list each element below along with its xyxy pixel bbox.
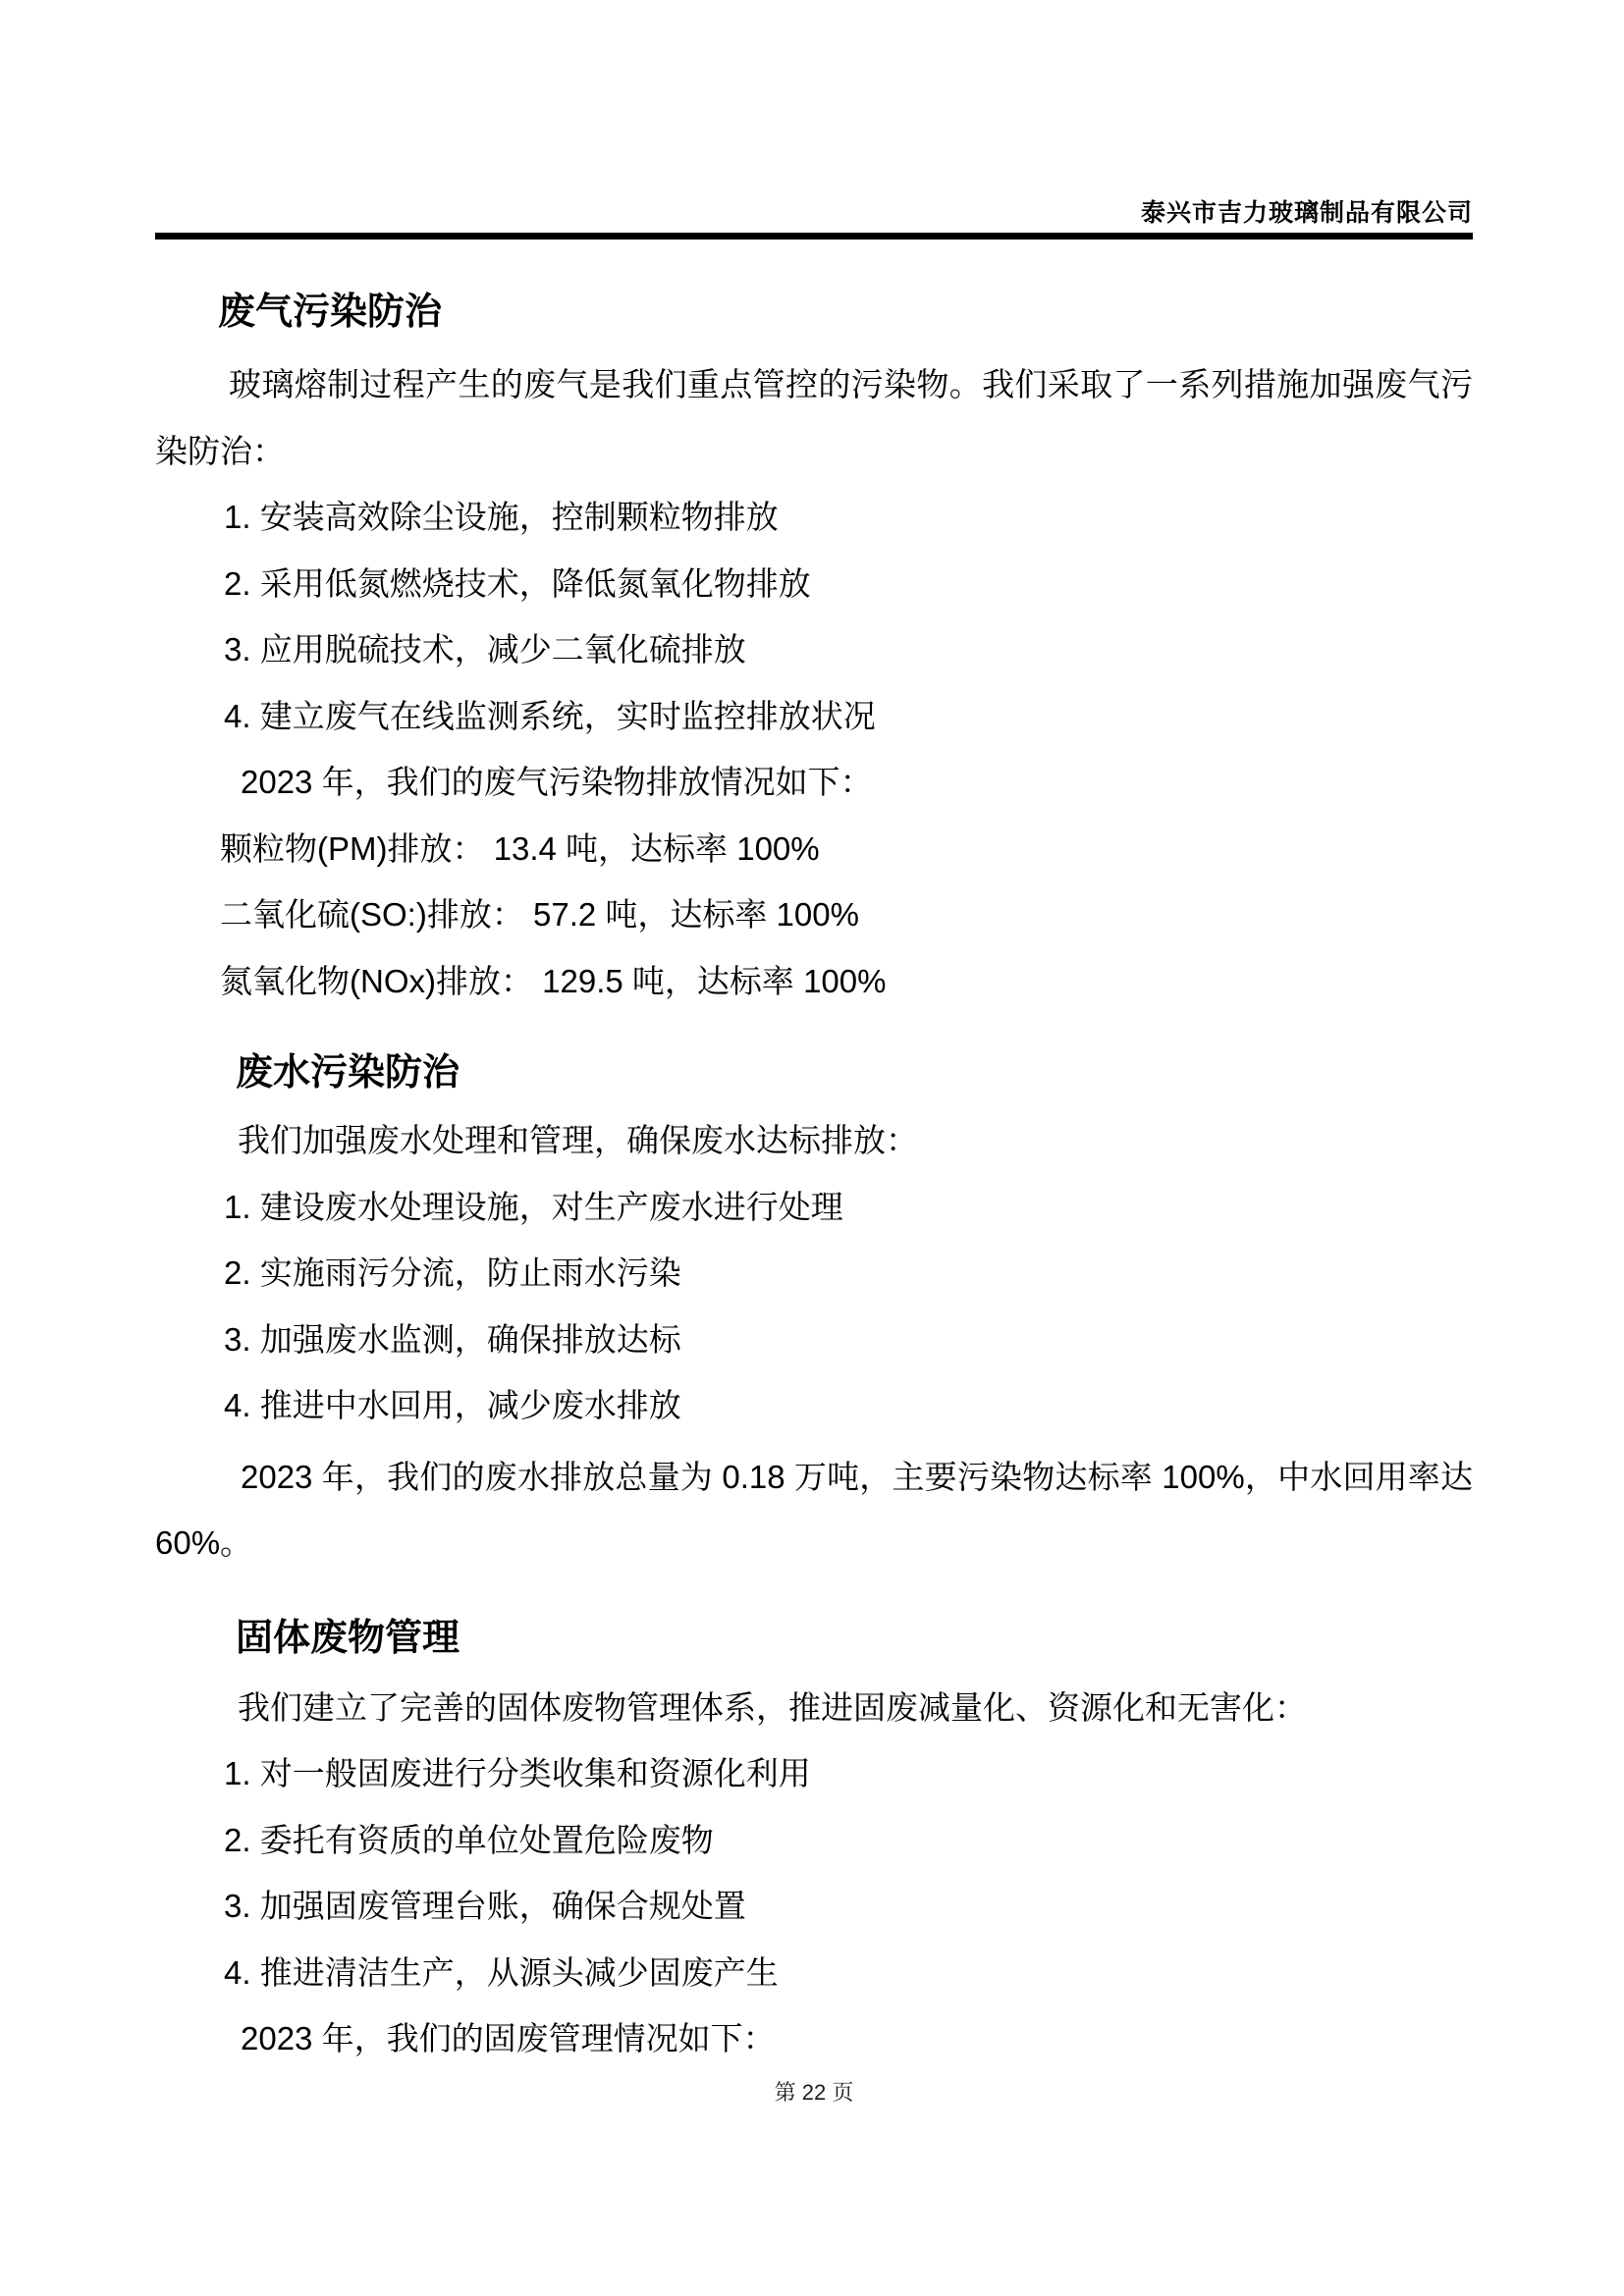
page-content [155,199,1473,2108]
list-item: 3. 加强固废管理台账，确保合规处置 [224,1888,746,1924]
section-summary-wastewater: 2023 年，我们的废水排放总量为 0.18 万吨，主要污染物达标率 100%，中水回用率达 60%。 [155,1458,1473,1561]
list-item: 2. 采用低氮燃烧技术，降低氮氧化物排放 [224,564,811,602]
list-item: 4. 建立废气在线监测系统，实时监控排放状况 [224,697,876,734]
list-item: 1. 安装高效除尘设施，控制颗粒物排放 [224,499,779,535]
header-divider-rule [155,233,1473,240]
list-item: 4. 推进中水回用，减少废水排放 [224,1387,681,1423]
stat-line-pm: 颗粒物(PM)排放： 13.4 吨，达标率 100% [220,829,820,867]
section-intro-exhaust-gas: 玻璃熔制过程产生的废气是我们重点管控的污染物。我们采取了一系列措施加强废气污染防治： [155,366,1473,469]
section-summary-exhaust-gas: 2023 年，我们的废气污染物排放情况如下： [241,764,873,800]
list-item: 3. 应用脱硫技术，减少二氧化硫排放 [224,631,746,667]
section-title-solid-waste: 固体废物管理 [236,1617,460,1659]
list-item: 1. 建设废水处理设施，对生产废水进行处理 [224,1188,843,1225]
section-intro-wastewater: 我们加强废水处理和管理，确保废水达标排放： [238,1122,918,1158]
section-summary-solid-waste: 2023 年，我们的固废管理情况如下： [241,2020,776,2056]
list-item: 2. 实施雨污分流，防止雨水污染 [224,1255,681,1291]
section-title-wastewater: 废水污染防治 [236,1052,460,1094]
stat-line-so2: 二氧化硫(SO:)排放： 57.2 吨，达标率 100% [220,896,859,933]
list-item: 3. 加强废水监测，确保排放达标 [224,1320,681,1358]
list-item: 2. 委托有资质的单位处置危险废物 [224,1821,714,1858]
section-title-exhaust-gas: 废气污染防治 [218,292,443,333]
header-company-name: 泰兴市吉力玻璃制品有限公司 [1140,199,1473,227]
list-item: 4. 推进清洁生产，从源头减少固废产生 [224,1953,779,1991]
list-item: 1. 对一般固废进行分类收集和资源化利用 [224,1755,811,1791]
page-number: 第 22 页 [774,2079,854,2105]
stat-line-nox: 氮氧化物(NOx)排放： 129.5 吨，达标率 100% [220,962,887,999]
section-intro-solid-waste: 我们建立了完善的固体废物管理体系，推进固废减量化、资源化和无害化： [238,1688,1307,1726]
